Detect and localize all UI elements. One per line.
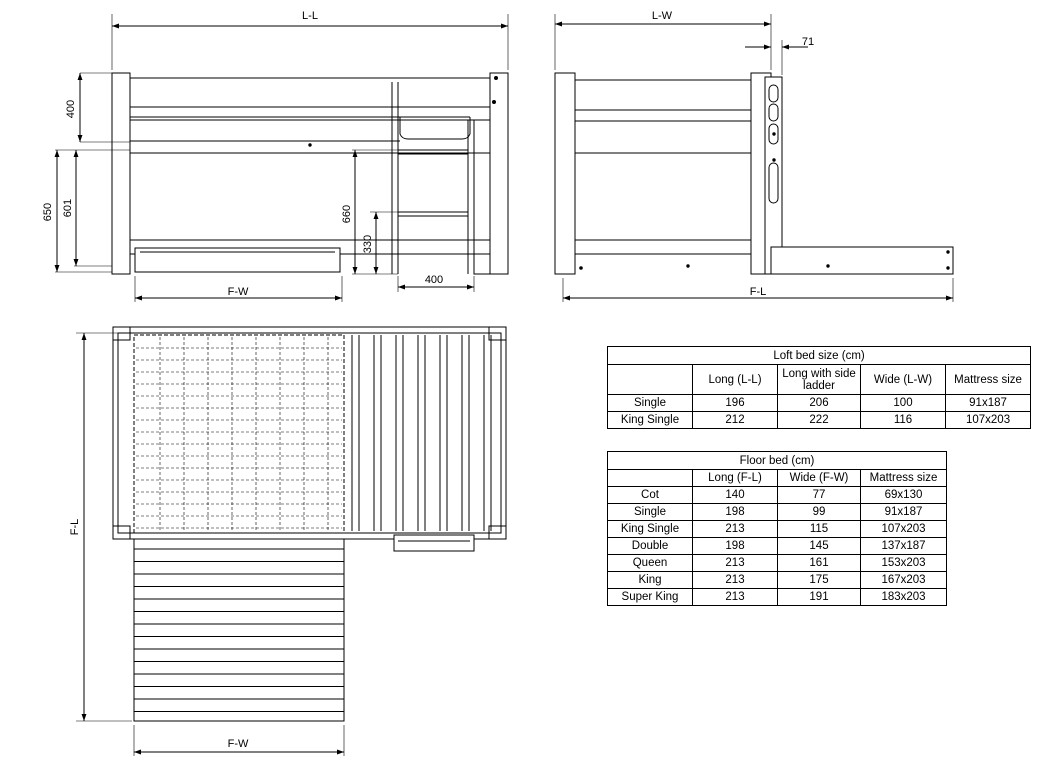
dim-label-ll: L-L: [302, 10, 318, 22]
loft-table-cell: Single: [608, 395, 693, 412]
floor-table-cell: 115: [778, 521, 861, 538]
floor-table-cell: Single: [608, 504, 693, 521]
loft-table-title: Loft bed size (cm): [608, 347, 1031, 365]
loft-header-mattress: Mattress size: [946, 365, 1031, 395]
floor-header-wide: Wide (F-W): [778, 470, 861, 487]
loft-table-cell: 107x203: [946, 412, 1031, 429]
loft-header-wide: Wide (L-W): [861, 365, 946, 395]
floor-table-cell: 77: [778, 487, 861, 504]
floor-table-cell: 99: [778, 504, 861, 521]
floor-table-cell: Double: [608, 538, 693, 555]
floor-table-row: [608, 589, 947, 606]
floor-table-cell: 213: [693, 555, 778, 572]
dim-label-ladder-width: 400: [424, 274, 444, 286]
floor-table-cell: 69x130: [861, 487, 947, 504]
floor-header-long: Long (F-L): [693, 470, 778, 487]
floor-table-cell: 91x187: [861, 504, 947, 521]
floor-table-row: [608, 538, 947, 555]
loft-table-cell: 212: [693, 412, 778, 429]
loft-table-cell: King Single: [608, 412, 693, 429]
floor-table-cell: 191: [778, 589, 861, 606]
dim-label-fw-plan: F-W: [227, 738, 249, 750]
floor-table-row: [608, 555, 947, 572]
floor-table-cell: 153x203: [861, 555, 947, 572]
dim-label-fw-front: F-W: [227, 286, 249, 298]
floor-header-mattress: Mattress size: [861, 470, 947, 487]
floor-table-cell: 175: [778, 572, 861, 589]
floor-table-row: [608, 504, 947, 521]
floor-table-cell: 198: [693, 504, 778, 521]
floor-table-row: [608, 521, 947, 538]
floor-table-cell: 198: [693, 538, 778, 555]
dim-label-fl-side: F-L: [749, 286, 767, 298]
dim-label-660: 660: [341, 204, 353, 224]
floor-table-cell: 140: [693, 487, 778, 504]
dim-label-71: 71: [801, 36, 815, 48]
floor-table-cell: 107x203: [861, 521, 947, 538]
floor-table-cell: King: [608, 572, 693, 589]
loft-table-cell: 206: [778, 395, 861, 412]
dim-label-400-height: 400: [65, 99, 77, 119]
floor-table-title: Floor bed (cm): [608, 452, 947, 470]
dim-label-lw: L-W: [651, 10, 673, 22]
floor-table-cell: Cot: [608, 487, 693, 504]
floor-table-cell: 137x187: [861, 538, 947, 555]
loft-header-blank: [608, 365, 693, 395]
side-view: [555, 14, 953, 302]
loft-bed-size-table: [607, 346, 1031, 429]
floor-table-cell: 213: [693, 589, 778, 606]
floor-bed-size-table: [607, 451, 947, 606]
floor-table-cell: Super King: [608, 589, 693, 606]
dim-label-fl-plan: F-L: [69, 518, 81, 536]
dim-label-601: 601: [62, 198, 74, 218]
loft-table-cell: 100: [861, 395, 946, 412]
floor-table-cell: 213: [693, 521, 778, 538]
floor-table-cell: King Single: [608, 521, 693, 538]
floor-header-blank: [608, 470, 693, 487]
loft-table-cell: 222: [778, 412, 861, 429]
loft-header-long-side-ladder: Long with side ladder: [778, 365, 861, 395]
loft-table-cell: 116: [861, 412, 946, 429]
dim-label-330: 330: [362, 234, 374, 254]
front-view: [55, 14, 508, 302]
floor-table-cell: 161: [778, 555, 861, 572]
floor-table-cell: 183x203: [861, 589, 947, 606]
floor-table-cell: 145: [778, 538, 861, 555]
floor-table-cell: 167x203: [861, 572, 947, 589]
loft-table-cell: 196: [693, 395, 778, 412]
dim-label-650: 650: [42, 202, 54, 222]
loft-table-row: [608, 412, 1031, 429]
floor-table-cell: 213: [693, 572, 778, 589]
floor-table-row: [608, 572, 947, 589]
floor-table-cell: Queen: [608, 555, 693, 572]
plan-view: [76, 327, 506, 756]
loft-header-long: Long (L-L): [693, 365, 778, 395]
floor-table-row: [608, 487, 947, 504]
loft-table-cell: 91x187: [946, 395, 1031, 412]
loft-table-row: [608, 395, 1031, 412]
